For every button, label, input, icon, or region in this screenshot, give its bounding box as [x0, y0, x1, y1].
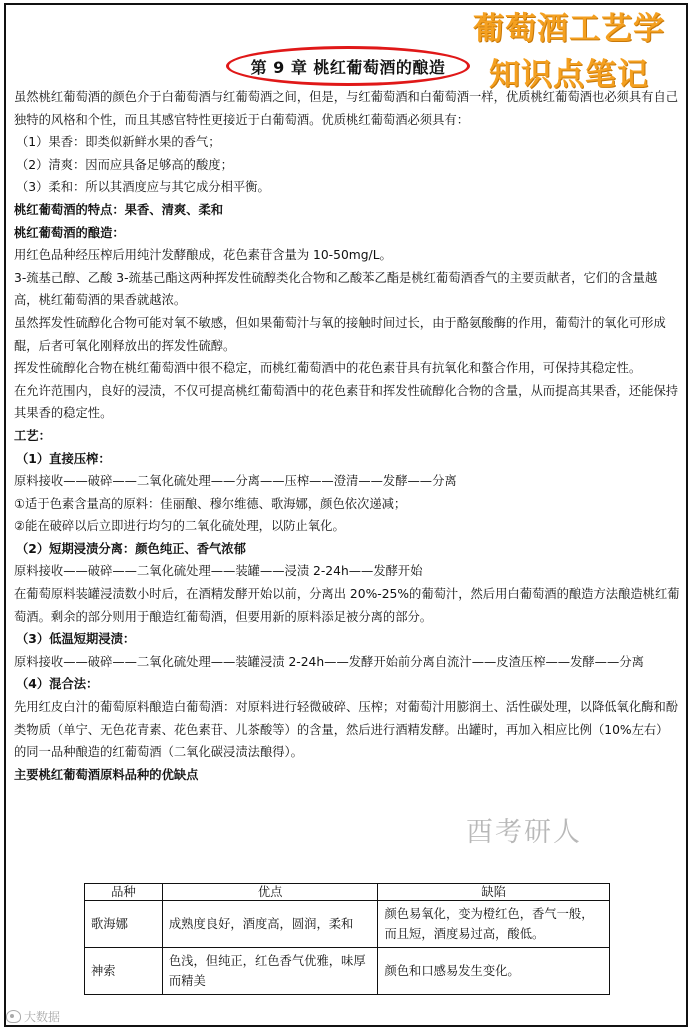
table-cell: 颜色和口感易发生变化。 — [378, 948, 610, 995]
table-cell: 色浅，但纯正，红色香气优雅，味厚而精美 — [162, 948, 378, 995]
table-cell: 歌海娜 — [85, 901, 163, 948]
watermark-logo-text: 大数据 — [24, 1010, 61, 1024]
method4-desc: 先用红皮白汁的葡萄原料酿造白葡萄酒：对原料进行轻微破碎、压榨；对葡萄汁用膨润土、活性碳处理，以降低氧化酶和酚类物质（单宁、无色花青素、花色素苷、儿茶酸等）的含量，然后进行酒精发酵。出罐时，再加入相应比例（10%左右）的同一品种酿造的红葡萄酒（二氧化碳浸渍法酿得）。 — [14, 700, 679, 760]
brewing-paragraph: 挥发性硫醇化合物在桃红葡萄酒中很不稳定，而桃红葡萄酒中的花色素苷具有抗氧化和螯合作用，可保持其稳定性。 — [14, 361, 642, 376]
brewing-paragraph: 虽然挥发性硫醇化合物可能对氧不敏感，但如果葡萄汁与氧的接触时间过长，由于酪氨酸酶的作用，葡萄汁的氧化可形成醌，后者可氧化刚释放出的挥发性硫醇。 — [14, 315, 666, 353]
requirement-1: （1）果香：即类似新鲜水果的香气； — [16, 135, 221, 150]
table-row — [85, 948, 610, 995]
table-header-cell: 优点 — [162, 884, 378, 901]
chapter-title-circle — [226, 46, 470, 86]
table-cell: 神索 — [85, 948, 163, 995]
table-header-row — [85, 884, 610, 901]
method1-flow: 原料接收——破碎——二氧化硫处理——分离——压榨——澄清——发酵——分离 — [14, 474, 457, 489]
method3-title: （3）低温短期浸渍： — [16, 632, 136, 647]
watermark-logo-icon — [6, 1010, 21, 1023]
brand-line2: 知识点笔记 — [489, 57, 649, 93]
brewing-heading: 桃红葡萄酒的酿造： — [14, 225, 125, 240]
method4-title: （4）混合法： — [16, 677, 99, 692]
method1-title: （1）直接压榨： — [16, 451, 111, 466]
document-body — [14, 86, 680, 786]
method2-title: （2）短期浸渍分离：颜色纯正、香气浓郁 — [16, 541, 246, 556]
process-heading: 工艺： — [14, 428, 51, 443]
method2-desc: 在葡萄原料装罐浸渍数小时后，在酒精发酵开始以前，分离出 20%-25%的葡萄汁，然后用白葡萄酒的酿造方法酿造桃红葡萄酒。剩余的部分则用于酿造红葡萄酒，但要用新的原料添足被分离的部分。 — [14, 587, 680, 624]
method3-flow: 原料接收——破碎——二氧化硫处理——装罐浸渍 2-24h——发酵开始前分离自流汁——皮渣压榨——发酵——分离 — [14, 654, 644, 669]
features-line: 桃红葡萄酒的特点：果香、清爽、柔和 — [14, 202, 224, 217]
table-header-cell: 缺陷 — [378, 884, 610, 901]
table-header-cell: 品种 — [85, 884, 163, 901]
brand-title — [464, 6, 674, 98]
intro-paragraph: 虽然桃红葡萄酒的颜色介于白葡萄酒与红葡萄酒之间，但是，与红葡萄酒和白葡萄酒一样，优质桃红葡萄酒也必须具有自己独特的风格和个性，而且其感官特性更接近于白葡萄酒。优质桃红葡萄酒必须具有： — [14, 90, 679, 127]
watermark-logo — [6, 1008, 60, 1025]
brewing-paragraph: 3-巯基己醇、乙酸 3-巯基己酯这两种挥发性硫醇类化合物和乙酸苯乙酯是桃红葡萄酒香气的主要贡献者，它们的含量越高，桃红葡萄酒的果香就越浓。 — [14, 270, 658, 308]
brewing-paragraph: 用红色品种经压榨后用纯汁发酵酿成，花色素苷含量为 10-50mg/L。 — [14, 248, 392, 263]
varieties-table — [84, 883, 610, 995]
table-row — [85, 901, 610, 948]
method1-note-1: ①适于色素含量高的原料：佳丽酿、穆尔维德、歌海娜，颜色依次递减； — [14, 496, 407, 511]
requirement-2: （2）清爽：因而应具备足够高的酸度； — [16, 157, 233, 172]
brewing-paragraph: 在允许范围内，良好的浸渍，不仅可提高桃红葡萄酒中的花色素苷和挥发性硫醇化合物的含量，从而提高其果香，还能保持其果香的稳定性。 — [14, 383, 679, 421]
watermark-text: 酉考研人 — [466, 817, 582, 848]
brand-line1: 葡萄酒工艺学 — [473, 11, 665, 47]
chapter-title: 第 9 章 桃红葡萄酒的酿造 — [250, 57, 446, 77]
table-cell: 颜色易氧化，变为橙红色，香气一般，而且短，酒度易过高，酸低。 — [378, 901, 610, 948]
table-heading: 主要桃红葡萄酒原料品种的优缺点 — [14, 767, 199, 782]
requirement-3: （3）柔和：所以其酒度应与其它成分相平衡。 — [16, 180, 270, 195]
method1-note-2: ②能在破碎以后立即进行均匀的二氧化硫处理，以防止氧化。 — [14, 519, 345, 534]
method2-flow: 原料接收——破碎——二氧化硫处理——装罐——浸渍 2-24h——发酵开始 — [14, 564, 423, 579]
table-cell: 成熟度良好，酒度高，圆润，柔和 — [162, 901, 378, 948]
